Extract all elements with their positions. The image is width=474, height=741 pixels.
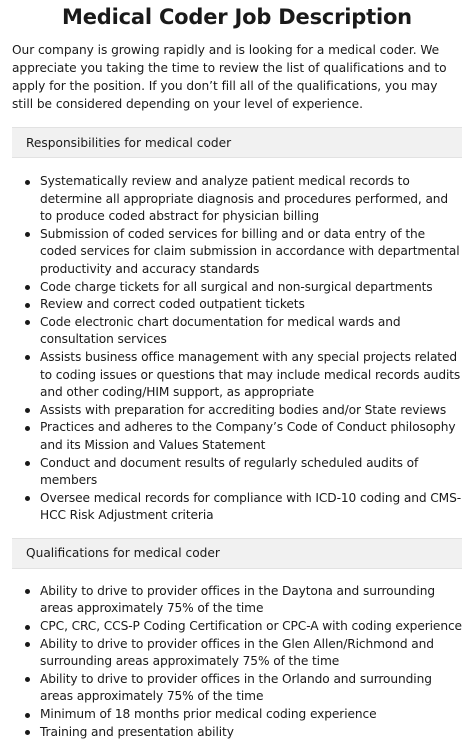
bullet-icon <box>25 426 30 431</box>
bullet-icon <box>25 180 30 185</box>
list-item-text: Systematically review and analyze patient medical records to determine all appropriate diagnosis and procedures performed, and to produce coded abstract for physician billing <box>40 174 449 224</box>
list-item-text: Assists business office management with any special projects related to coding issues or questions that may include medical records audits and other coding/HIM support, as appropriate <box>40 349 461 400</box>
list-item-text: Ability to drive to provider offices in the Glen Allen/Richmond and surrounding areas approximately 75% of the time <box>40 636 434 669</box>
bullet-icon <box>25 496 30 501</box>
bullet-icon <box>25 589 30 594</box>
list-item <box>12 490 462 525</box>
list-item-text: Code charge tickets for all surgical and non-surgical departments <box>40 279 433 294</box>
list-item <box>12 618 462 636</box>
list-item-text: Code electronic chart documentation for medical wards and consultation services <box>40 314 401 347</box>
responsibilities-list <box>12 173 462 525</box>
bullet-icon <box>25 232 30 237</box>
list-item-text: Submission of coded services for billing and or data entry of the coded services for claim submission in accordance with departmental productivity and accuracy standards <box>40 226 460 276</box>
list-item <box>12 296 462 314</box>
qualifications-heading: Qualifications for medical coder <box>26 546 220 561</box>
list-item <box>12 636 462 671</box>
list-item <box>12 173 462 226</box>
list-item-text: Review and correct coded outpatient tickets <box>40 297 305 312</box>
bullet-icon <box>25 303 30 308</box>
list-item <box>12 402 462 420</box>
list-item <box>12 706 462 724</box>
bullet-icon <box>25 625 30 630</box>
qualifications-header <box>12 538 462 569</box>
list-item-text: Practices and adheres to the Company’s Code of Conduct philosophy and its Mission and Values Statement <box>40 420 456 452</box>
bullet-icon <box>25 677 30 682</box>
list-item <box>12 419 462 454</box>
bullet-icon <box>25 461 30 466</box>
list-item <box>12 671 462 706</box>
bullet-icon <box>25 642 30 647</box>
list-item-text: Ability to drive to provider offices in the Orlando and surrounding areas approximately 75% of the time <box>40 671 432 704</box>
list-item <box>12 583 462 618</box>
bullet-icon <box>25 713 30 718</box>
bullet-icon <box>25 355 30 360</box>
list-item <box>12 455 462 490</box>
intro-paragraph: Our company is growing rapidly and is looking for a medical coder. We appreciate you taking the time to review the list of qualifications and to apply for the position. If you don’t fill all of the qualifications, you may still be considered depending on your level of experience. <box>12 43 447 111</box>
bullet-icon <box>25 320 30 325</box>
list-item-text: CPC, CRC, CCS-P Coding Certification or CPC-A with coding experience <box>40 619 462 634</box>
list-item-text: Minimum of 18 months prior medical coding experience <box>40 707 377 722</box>
bullet-icon <box>25 285 30 290</box>
list-item <box>12 279 462 297</box>
responsibilities-header <box>12 127 462 158</box>
list-item <box>12 314 462 349</box>
list-item <box>12 349 462 402</box>
qualifications-list <box>12 583 462 741</box>
bullet-icon <box>25 408 30 413</box>
list-item-text: Training and presentation ability <box>40 724 234 739</box>
list-item-text: Assists with preparation for accrediting bodies and/or State reviews <box>40 402 447 417</box>
list-item-text: Oversee medical records for compliance with ICD-10 coding and CMS-HCC Risk Adjustment criteria <box>40 490 462 523</box>
responsibilities-heading: Responsibilities for medical coder <box>26 135 232 150</box>
list-item <box>12 226 462 279</box>
list-item-text: Conduct and document results of regularly scheduled audits of members <box>40 455 419 488</box>
page-title: Medical Coder Job Description <box>62 5 412 29</box>
list-item <box>12 724 462 741</box>
list-item-text: Ability to drive to provider offices in the Daytona and surrounding areas approximately 75% of the time <box>40 583 435 616</box>
